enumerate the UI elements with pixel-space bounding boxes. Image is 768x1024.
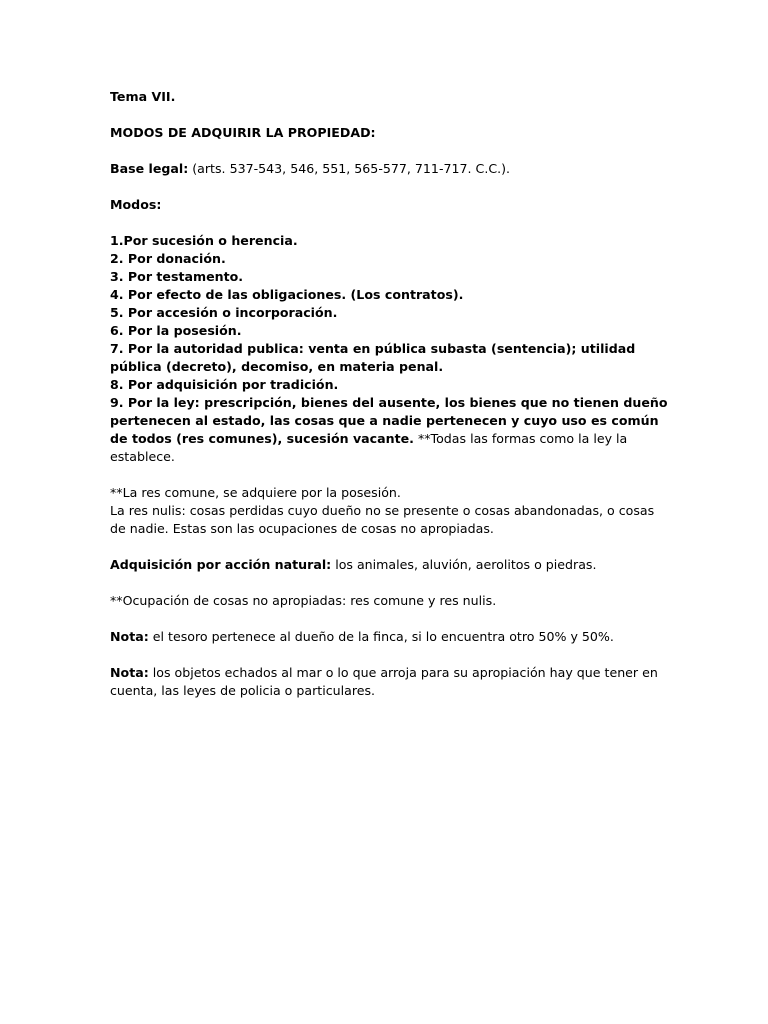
modo-item-8: 8. Por adquisición por tradición. (110, 377, 339, 392)
nota-1-paragraph (110, 628, 670, 646)
modo-item-1: 1.Por sucesión o herencia. (110, 233, 298, 248)
section-heading: MODOS DE ADQUIRIR LA PROPIEDAD: (110, 125, 376, 140)
nota-1-label: Nota: (110, 629, 149, 644)
modo-item-9 (110, 394, 670, 466)
nota-1-text: el tesoro pertenece al dueño de la finca, si lo encuentra otro 50% y 50%. (148, 629, 614, 644)
modo-item-4: 4. Por efecto de las obligaciones. (Los contratos). (110, 287, 464, 302)
modo-item-9-bold: 9. Por la ley: prescripción, bienes del ausente, los bienes que no tienen dueño pertenecen al estado, las cosas que a nadie pertenecen y cuyo uso es común de todos (res comunes), sucesión vacante. (110, 395, 668, 446)
res-comune-note: **La res comune, se adquiere por la posesión. (110, 485, 401, 500)
modos-label: Modos: (110, 197, 162, 212)
topic-title: Tema VII. (110, 89, 176, 104)
base-legal-text: (arts. 537-543, 546, 551, 565-577, 711-717. C.C.). (188, 161, 511, 176)
ocupacion-note: **Ocupación de cosas no apropiadas: res comune y res nulis. (110, 593, 497, 608)
modo-item-6: 6. Por la posesión. (110, 323, 242, 338)
modo-item-3: 3. Por testamento. (110, 269, 244, 284)
adquisicion-paragraph (110, 556, 670, 574)
modo-item-2: 2. Por donación. (110, 251, 226, 266)
base-legal-paragraph (110, 160, 670, 178)
nota-2-label: Nota: (110, 665, 149, 680)
adquisicion-text: los animales, aluvión, aerolitos o piedras. (331, 557, 597, 572)
modo-item-5: 5. Por accesión o incorporación. (110, 305, 338, 320)
res-nulis-note: La res nulis: cosas perdidas cuyo dueño no se presente o cosas abandonadas, o cosas de nadie. Estas son las ocupaciones de cosas no apropiadas. (110, 503, 655, 536)
adquisicion-label: Adquisición por acción natural: (110, 557, 332, 572)
document-page (110, 88, 670, 700)
modo-item-7: 7. Por la autoridad publica: venta en pública subasta (sentencia); utilidad pública (decreto), decomiso, en materia penal. (110, 341, 636, 374)
nota-2-text: los objetos echados al mar o lo que arroja para su apropiación hay que tener en cuenta, las leyes de policia o particulares. (110, 665, 658, 698)
base-legal-label: Base legal: (110, 161, 189, 176)
nota-2-paragraph (110, 664, 670, 700)
modo-item-9-rest: **Todas las formas como la ley la establece. (110, 431, 628, 464)
